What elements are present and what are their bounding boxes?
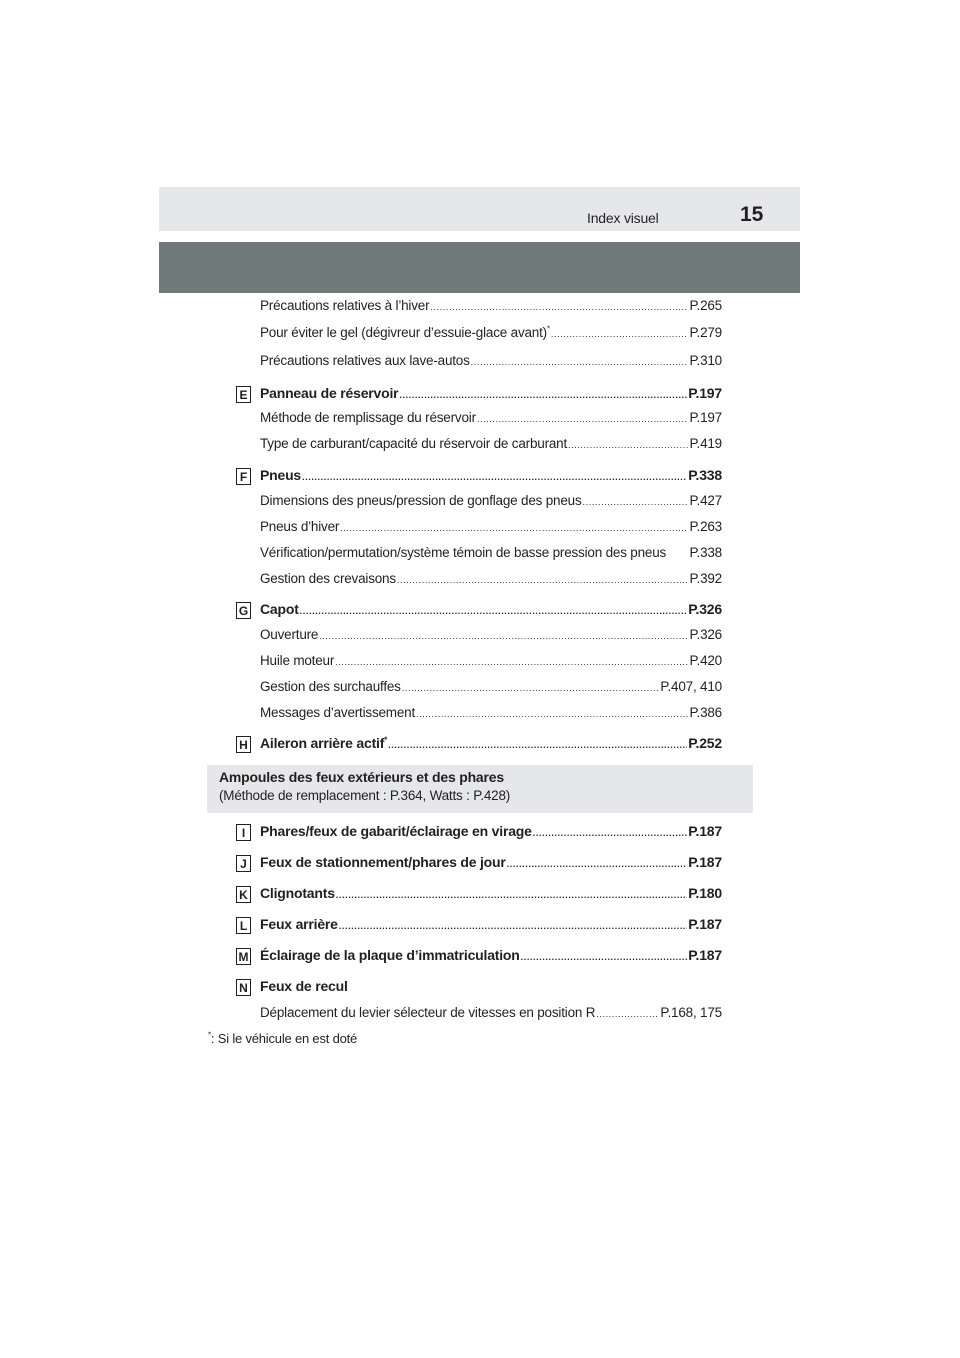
index-subentry[interactable] (260, 519, 722, 539)
page-reference[interactable]: P.310 (689, 353, 722, 368)
footnote-mark: * (208, 1030, 211, 1040)
callout-letter-f: F (236, 468, 251, 485)
page-reference[interactable]: P.187 (688, 947, 722, 963)
page-reference[interactable]: P.326 (688, 601, 722, 617)
dot-leader (339, 922, 687, 931)
footnote-reference: * (384, 735, 388, 745)
index-entry-label: Capot (260, 601, 299, 617)
callout-letter-k: K (236, 886, 251, 903)
index-entry-label: Méthode de remplissage du réservoir (260, 410, 476, 425)
index-entry[interactable] (260, 467, 722, 487)
dot-leader (340, 524, 688, 533)
index-entry-label: Messages d’avertissement (260, 705, 416, 720)
index-entry-label: Feux de stationnement/phares de jour (260, 854, 506, 870)
index-subentry[interactable] (260, 298, 722, 318)
index-entry-label: Pour éviter le gel (dégivreur d’essuie-glace avant)* (260, 324, 550, 340)
callout-letter-j: J (236, 855, 251, 872)
index-subentry[interactable] (260, 353, 722, 373)
index-entry[interactable] (260, 385, 722, 405)
dot-leader (397, 576, 689, 585)
index-subentry[interactable] (260, 436, 722, 456)
page-reference[interactable]: P.252 (688, 735, 722, 751)
callout-letter-m: M (236, 948, 251, 965)
footnote-reference: * (546, 324, 550, 334)
index-entry-label: Clignotants (260, 885, 335, 901)
index-subentry[interactable] (260, 410, 722, 430)
callout-letter-e: E (236, 386, 251, 403)
dot-leader (300, 607, 688, 616)
dot-leader (583, 498, 689, 507)
index-subentry[interactable] (260, 679, 722, 699)
bulbs-section-title: Ampoules des feux extérieurs et des phares (219, 769, 504, 785)
callout-letter-n: N (236, 979, 251, 996)
index-entry-label: Précautions relatives aux lave-autos (260, 353, 470, 368)
dot-leader (551, 330, 689, 339)
page-reference[interactable]: P.419 (689, 436, 722, 451)
index-entry-label: Dimensions des pneus/pression de gonflage des pneus (260, 493, 582, 508)
index-entry[interactable] (260, 947, 722, 967)
page-reference[interactable]: P.338 (689, 545, 722, 560)
index-entry-label: Type de carburant/capacité du réservoir de carburant (260, 436, 568, 451)
dot-leader (568, 441, 688, 450)
section-title: Index visuel (587, 210, 659, 226)
page-reference[interactable]: P.420 (689, 653, 722, 668)
dot-leader (596, 1010, 659, 1019)
dot-leader (319, 632, 688, 641)
page-reference[interactable]: P.392 (689, 571, 722, 586)
page-reference[interactable]: P.265 (689, 298, 722, 313)
index-subentry[interactable] (260, 545, 722, 565)
page-reference[interactable]: P.338 (688, 467, 722, 483)
dot-leader (302, 473, 687, 482)
page-reference[interactable]: P.279 (689, 325, 722, 340)
dot-leader (388, 741, 687, 750)
index-entry[interactable] (260, 916, 722, 936)
callout-letter-h: H (236, 736, 251, 753)
index-entry-label: Déplacement du levier sélecteur de vitesses en position R (260, 1005, 596, 1020)
callout-letter-g: G (236, 602, 251, 619)
page-reference[interactable]: P.187 (688, 916, 722, 932)
callout-letter-i: I (236, 824, 251, 841)
dot-leader (430, 303, 688, 312)
page-reference[interactable]: P.187 (688, 854, 722, 870)
index-entry-label: Précautions relatives à l’hiver (260, 298, 430, 313)
page-reference[interactable]: P.263 (689, 519, 722, 534)
index-entry-label: Panneau de réservoir (260, 385, 399, 401)
page-number: 15 (740, 203, 764, 226)
page-reference[interactable]: P.187 (688, 823, 722, 839)
page-reference[interactable]: P.197 (688, 385, 722, 401)
dot-leader (477, 415, 689, 424)
dot-leader (507, 860, 688, 869)
bulbs-section-subtitle: (Méthode de remplacement : P.364, Watts : P.428) (219, 788, 511, 803)
page-reference[interactable]: P.197 (689, 410, 722, 425)
index-entry-label: Gestion des crevaisons (260, 571, 396, 586)
dot-leader (399, 391, 687, 400)
index-entry[interactable] (260, 854, 722, 874)
index-subentry[interactable] (260, 571, 722, 591)
index-subentry[interactable] (260, 705, 722, 725)
index-entry-label: Feux arrière (260, 916, 338, 932)
index-entry[interactable] (260, 885, 722, 905)
dot-leader (335, 658, 688, 667)
page-reference[interactable]: P.326 (689, 627, 722, 642)
page-reference[interactable]: P.407, 410 (660, 679, 722, 694)
index-entry-label: Phares/feux de gabarit/éclairage en virage (260, 823, 532, 839)
index-subentry[interactable] (260, 493, 722, 513)
index-subentry[interactable] (260, 325, 722, 345)
index-entry[interactable] (260, 823, 722, 843)
page-reference[interactable]: P.427 (689, 493, 722, 508)
index-entry-label: Éclairage de la plaque d’immatriculation (260, 947, 520, 963)
index-subentry[interactable] (260, 627, 722, 647)
page-reference[interactable]: P.168, 175 (660, 1005, 722, 1020)
dot-leader (471, 358, 689, 367)
index-entry[interactable] (260, 735, 722, 755)
page-reference[interactable]: P.180 (688, 885, 722, 901)
index-entry-label: Pneus (260, 467, 302, 483)
index-entry[interactable] (260, 601, 722, 621)
index-entry-label: Huile moteur (260, 653, 335, 668)
index-entry-label: Feux de recul (260, 978, 348, 994)
dot-leader (402, 684, 660, 693)
footnote (208, 1031, 357, 1046)
dot-leader (533, 829, 687, 838)
page-reference[interactable]: P.386 (689, 705, 722, 720)
footnote-text: : Si le véhicule en est doté (210, 1031, 358, 1046)
callout-letter-l: L (236, 917, 251, 934)
index-entry-label: Pneus d’hiver (260, 519, 340, 534)
dot-leader (416, 710, 688, 719)
index-entry-label: Ouverture (260, 627, 319, 642)
dot-leader (336, 891, 687, 900)
dot-leader (521, 953, 688, 962)
index-entry-label: Aileron arrière actif* (260, 735, 388, 751)
index-subentry[interactable] (260, 1005, 722, 1025)
index-subentry[interactable] (260, 653, 722, 673)
index-entry-label: Vérification/permutation/système témoin de basse pression des pneus (260, 545, 667, 560)
index-entry-label: Gestion des surchauffes (260, 679, 401, 694)
